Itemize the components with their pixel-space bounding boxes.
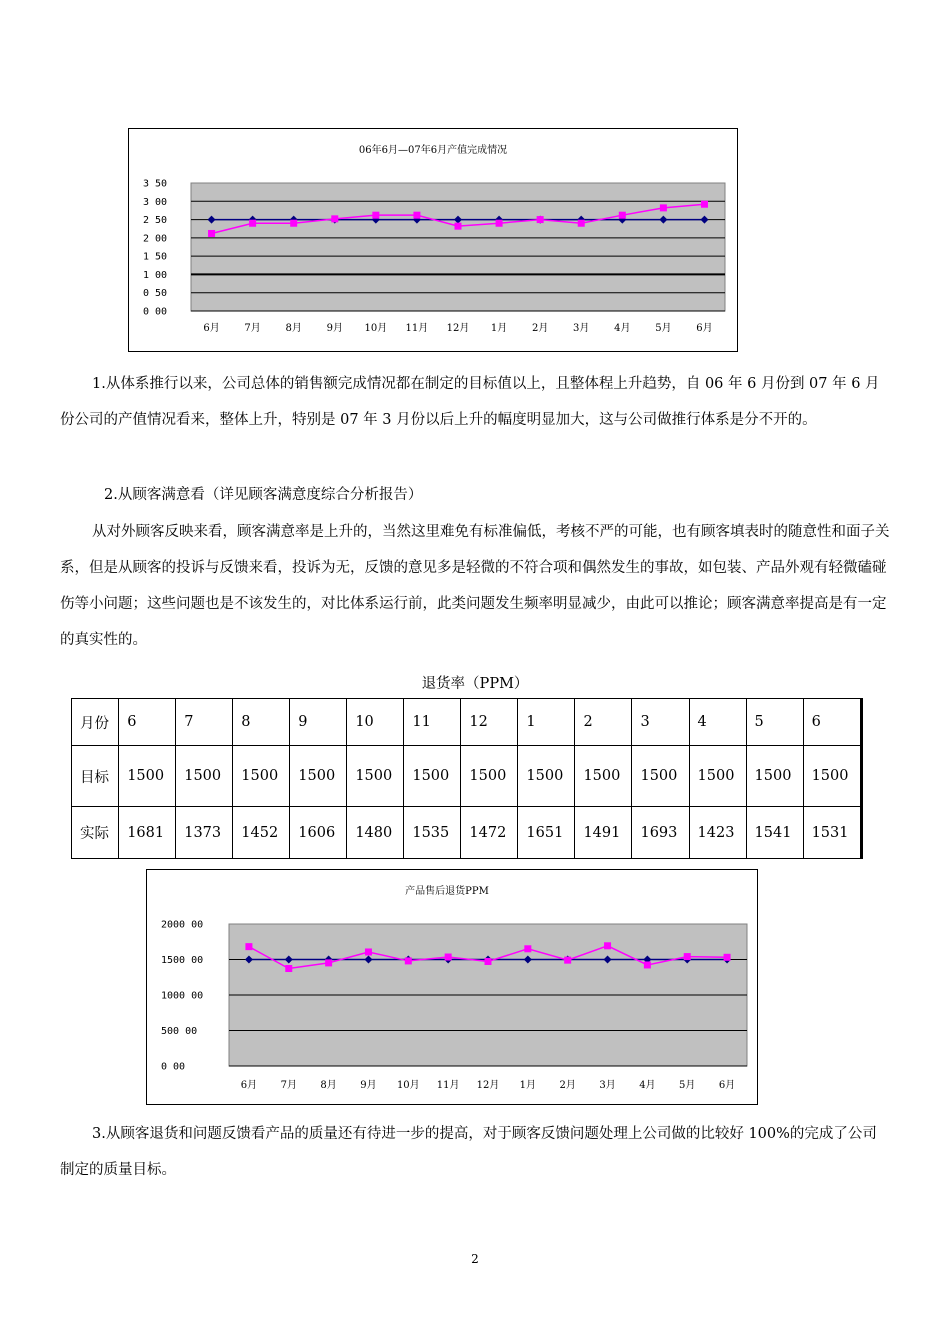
data-point-square (208, 230, 215, 237)
table-cell: 1 (518, 699, 575, 746)
row-label: 月份 (72, 699, 119, 746)
paragraph-customer-feedback: 从对外顾客反映来看，顾客满意率是上升的，当然这里难免有标准偏低，考核不严的可能，也有顾客填表时的随意性和面子关系，但是从顾客的投诉与反馈来看，投诉为无，反馈的意见多是轻微的不符合项和偶然发生的事故，如包装、产品外观有轻微磕碰伤等小问题；这些问题也是不该发生的，对比体系运行前，此类问题发生频率明显减少，由此可以推论；顾客满意率提高是有一定的真实性的。 (60, 524, 890, 648)
x-tick-label: 7月 (244, 323, 261, 334)
data-point-square (524, 945, 531, 952)
table-cell: 1541 (746, 807, 803, 859)
output-value-chart (128, 128, 738, 352)
data-point-square (325, 959, 332, 966)
data-point-square (290, 220, 297, 227)
table-cell: 1500 (575, 746, 632, 807)
table-cell: 9 (290, 699, 347, 746)
table-cell: 1606 (290, 807, 347, 859)
data-point-square (485, 958, 492, 965)
table-cell: 1535 (404, 807, 461, 859)
table-row-month (72, 699, 862, 746)
data-point-square (413, 212, 420, 219)
table-cell: 5 (746, 699, 803, 746)
y-tick-label: 0 00 (161, 1061, 186, 1073)
x-tick-label: 3月 (599, 1080, 616, 1091)
data-point-square (331, 215, 338, 222)
table-row-actual (72, 807, 862, 859)
table-cell: 7 (176, 699, 233, 746)
y-tick-label: 1000 00 (161, 990, 204, 1002)
data-point-square (724, 954, 731, 961)
table-cell: 8 (233, 699, 290, 746)
table-cell: 1500 (233, 746, 290, 807)
data-point-square (578, 220, 585, 227)
x-tick-label: 2月 (531, 323, 549, 334)
table-cell: 1500 (632, 746, 689, 807)
row-label: 实际 (72, 807, 119, 859)
data-point-square (496, 220, 503, 227)
paragraph-quality-conclusion: 3.从顾客退货和问题反馈看产品的质量还有待进一步的提高，对于顾客反馈问题处理上公司做的比较好 100%的完成了公司制定的质量目标。 (60, 1126, 877, 1178)
data-point-square (455, 223, 462, 230)
x-tick-label: 11月 (405, 323, 429, 334)
x-tick-label: 1月 (519, 1080, 537, 1091)
chart-title: 产品售后退货PPM (405, 886, 489, 897)
x-tick-label: 8月 (285, 323, 302, 334)
table-cell: 1452 (233, 807, 290, 859)
data-point-square (537, 216, 544, 223)
chart-title: 06年6月—07年6月产值完成情况 (358, 145, 508, 156)
x-tick-label: 6月 (718, 1080, 736, 1091)
x-tick-label: 11月 (436, 1080, 460, 1091)
x-tick-label: 5月 (679, 1080, 696, 1091)
table-cell: 1500 (404, 746, 461, 807)
table-cell: 1693 (632, 807, 689, 859)
data-point-square (604, 942, 611, 949)
data-point-square (644, 961, 651, 968)
x-tick-label: 7月 (280, 1080, 297, 1091)
table-cell: 1472 (461, 807, 518, 859)
return-rate-table (71, 698, 863, 859)
return-rate-table-title: 退货率（PPM） (421, 676, 529, 692)
table-cell: 1500 (746, 746, 803, 807)
row-label: 目标 (72, 746, 119, 807)
table-cell: 1500 (689, 746, 746, 807)
x-tick-label: 6月 (696, 323, 713, 334)
table-row-target (72, 746, 862, 807)
y-tick-label: 2 50 (143, 215, 168, 227)
plot-area (191, 183, 725, 311)
x-tick-label: 6月 (240, 1080, 258, 1091)
y-tick-label: 3 50 (143, 178, 168, 190)
table-cell: 2 (575, 699, 632, 746)
data-point-square (445, 954, 452, 961)
x-tick-label: 5月 (655, 323, 672, 334)
table-cell: 1500 (347, 746, 404, 807)
table-cell: 1480 (347, 807, 404, 859)
data-point-square (405, 957, 412, 964)
table-cell: 1500 (290, 746, 347, 807)
data-point-square (245, 943, 252, 950)
x-tick-label: 3月 (573, 323, 590, 334)
y-tick-label: 500 00 (161, 1026, 198, 1037)
x-tick-label: 8月 (320, 1080, 337, 1091)
data-point-square (372, 212, 379, 219)
y-tick-label: 2 00 (143, 233, 168, 245)
table-cell: 1500 (176, 746, 233, 807)
data-point-square (249, 220, 256, 227)
x-tick-label: 9月 (360, 1080, 377, 1091)
table-cell: 1500 (803, 746, 861, 807)
y-tick-label: 0 00 (143, 306, 168, 318)
x-tick-label: 10月 (364, 323, 388, 334)
paragraph-customer-satisfaction-heading: 2.从顾客满意看（详见顾客满意度综合分析报告） (104, 487, 423, 503)
x-tick-label: 12月 (446, 323, 470, 334)
x-tick-label: 4月 (639, 1080, 656, 1091)
data-point-square (564, 957, 571, 964)
table-cell: 3 (632, 699, 689, 746)
y-tick-label: 1500 00 (161, 955, 204, 966)
y-tick-label: 1 00 (143, 269, 168, 281)
table-cell: 11 (404, 699, 461, 746)
page-number: 2 (471, 1252, 479, 1266)
y-tick-label: 2000 00 (161, 919, 204, 931)
table-cell: 1423 (689, 807, 746, 859)
table-cell: 1491 (575, 807, 632, 859)
y-tick-label: 1 50 (143, 251, 168, 263)
x-tick-label: 6月 (203, 323, 220, 334)
x-tick-label: 1月 (490, 323, 508, 334)
return-ppm-chart-svg (147, 870, 757, 1104)
table-cell: 1651 (518, 807, 575, 859)
data-point-square (619, 212, 626, 219)
table-cell: 1500 (461, 746, 518, 807)
data-point-square (701, 201, 708, 208)
table-cell: 1531 (803, 807, 861, 859)
output-value-chart-svg (129, 129, 737, 351)
data-point-square (684, 953, 691, 960)
table-cell: 1500 (119, 746, 176, 807)
x-tick-label: 12月 (476, 1080, 500, 1091)
table-cell: 4 (689, 699, 746, 746)
x-tick-label: 10月 (396, 1080, 420, 1091)
table-cell: 1681 (119, 807, 176, 859)
data-point-square (285, 965, 292, 972)
data-point-square (660, 204, 667, 211)
x-tick-label: 9月 (326, 323, 343, 334)
y-tick-label: 0 50 (143, 288, 168, 300)
data-point-square (365, 948, 372, 955)
paragraph-system-results: 1.从体系推行以来，公司总体的销售额完成情况都在制定的目标值以上，且整体程上升趋势，自 06 年 6 月份到 07 年 6 月份公司的产值情况看来，整体上升，特别是 07 年 3 月份以后上升的幅度明显加大，这与公司做推行体系是分不开的。 (60, 376, 880, 428)
table-cell: 6 (119, 699, 176, 746)
table-cell: 12 (461, 699, 518, 746)
x-tick-label: 4月 (614, 323, 631, 334)
table-cell: 1373 (176, 807, 233, 859)
table-cell: 1500 (518, 746, 575, 807)
table-cell: 6 (803, 699, 861, 746)
return-ppm-chart (146, 869, 758, 1105)
x-tick-label: 2月 (559, 1080, 576, 1091)
y-tick-label: 3 00 (143, 196, 168, 208)
table-cell: 10 (347, 699, 404, 746)
